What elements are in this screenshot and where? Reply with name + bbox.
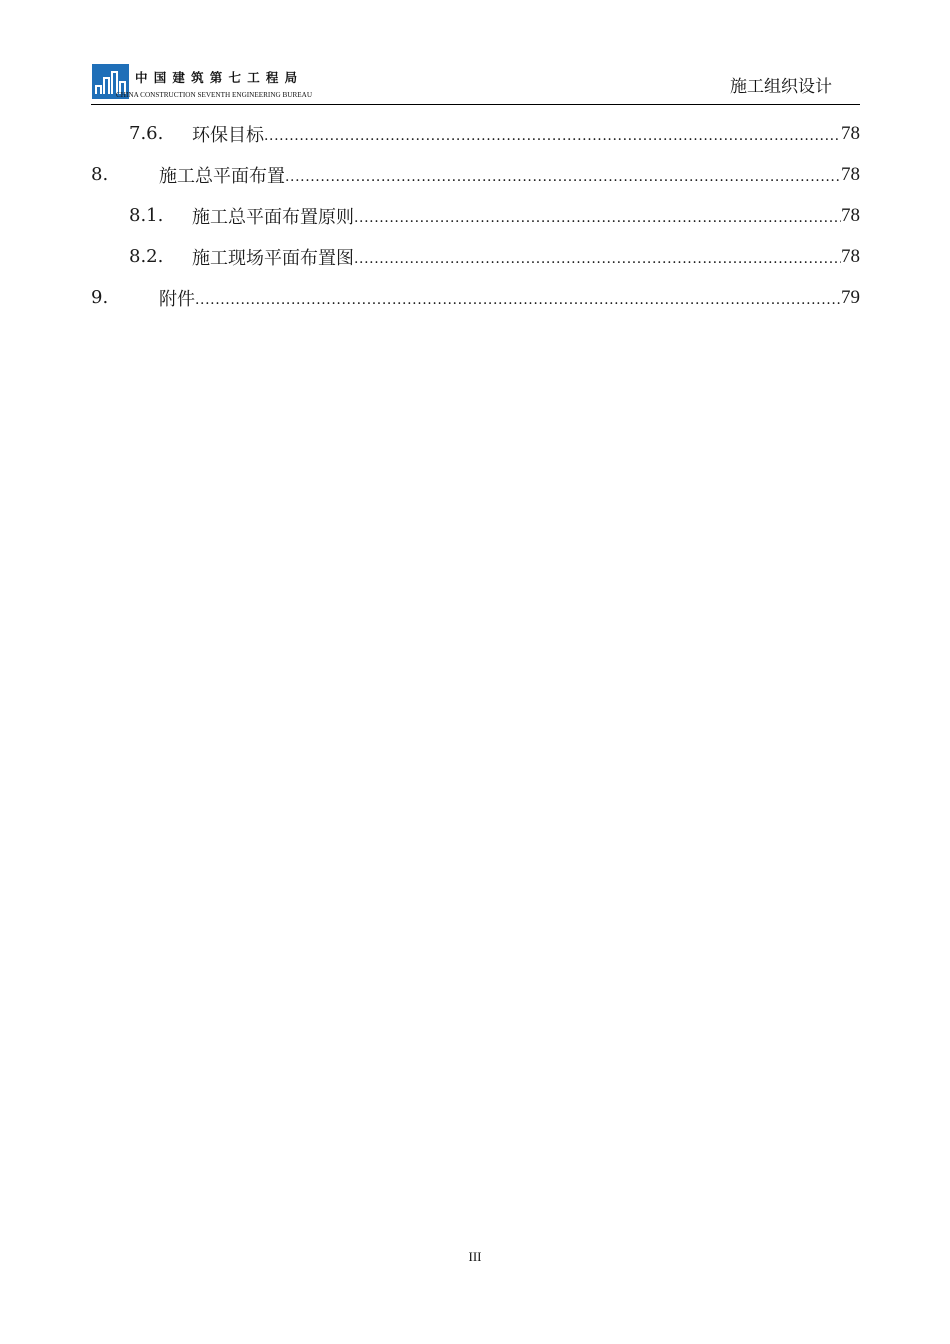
toc-entry-title: 施工现场平面布置图 — [192, 247, 354, 269]
toc-entry[interactable] — [91, 113, 860, 154]
toc-entry-page: 79 — [841, 286, 860, 308]
document-title: 施工组织设计 — [730, 77, 832, 97]
company-name-en: CHINA CONSTRUCTION SEVENTH ENGINEERING BUREAU — [116, 91, 313, 99]
toc-entry-number: 8.2. — [129, 246, 164, 267]
toc-entry-title: 附件 — [159, 288, 195, 310]
toc-entry-page: 78 — [841, 245, 860, 267]
toc-entry[interactable] — [91, 195, 860, 236]
toc-leader-dots — [354, 210, 841, 226]
toc-entry-number: 8.1. — [129, 205, 164, 226]
toc-entry-page: 78 — [841, 122, 860, 144]
toc-entry-page: 78 — [841, 163, 860, 185]
toc-entry-title: 施工总平面布置原则 — [192, 206, 354, 228]
toc-entry-number: 7.6. — [129, 123, 164, 144]
toc-entry-page: 78 — [841, 204, 860, 226]
table-of-contents — [91, 113, 860, 318]
page-number: III — [468, 1249, 482, 1264]
toc-entry-title: 环保目标 — [192, 124, 264, 146]
company-name-cn: 中国建筑第七工程局 — [135, 70, 304, 85]
toc-leader-dots — [264, 128, 841, 144]
toc-entry[interactable] — [91, 236, 860, 277]
toc-entry-title: 施工总平面布置 — [159, 165, 285, 187]
toc-entry[interactable] — [91, 277, 860, 318]
toc-entry-number: 8. — [91, 164, 109, 185]
toc-leader-dots — [195, 292, 841, 308]
toc-leader-dots — [285, 169, 841, 185]
toc-entry[interactable] — [91, 154, 860, 195]
page-header — [91, 62, 860, 105]
toc-leader-dots — [354, 251, 841, 267]
toc-entry-number: 9. — [91, 287, 109, 308]
